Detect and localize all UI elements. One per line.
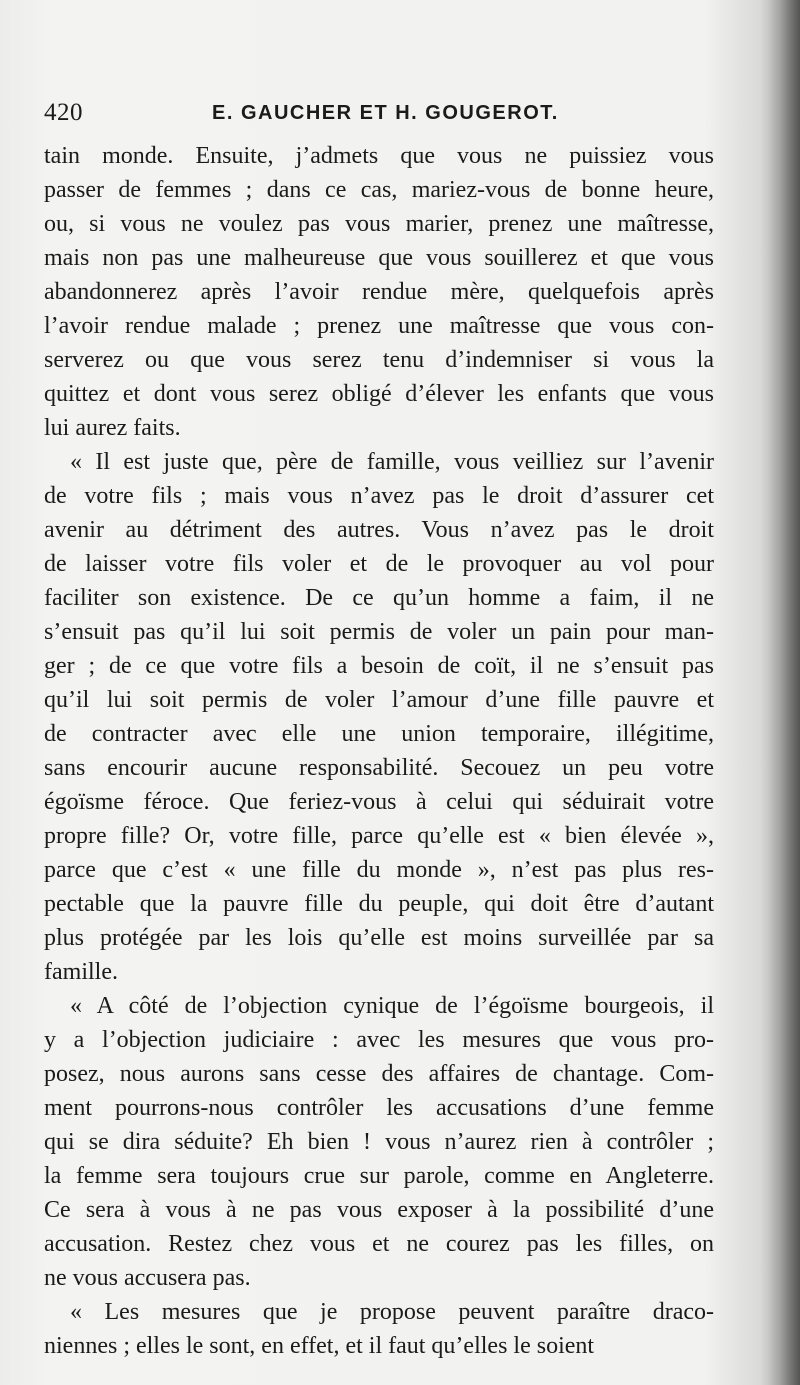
text-line: ou, si vous ne voulez pas vous marier, prenez une maîtresse, [44, 211, 714, 237]
text-line: pectable que la pauvre fille du peuple, qui doit être d’autant [44, 891, 714, 917]
text-line: ne vous accusera pas. [44, 1265, 251, 1291]
text-line: serverez ou que vous serez tenu d’indemniser si vous la [44, 347, 714, 373]
text-line: « Les mesures que je propose peuvent paraître draco- [70, 1299, 714, 1325]
text-line: de laisser votre fils voler et de le provoquer au vol pour [44, 551, 714, 577]
text-line: quittez et dont vous serez obligé d’élever les enfants que vous [44, 381, 714, 407]
text-line: passer de femmes ; dans ce cas, mariez-vous de bonne heure, [44, 177, 714, 203]
text-line: famille. [44, 959, 118, 985]
page-number: 420 [44, 99, 83, 126]
text-line: « A côté de l’objection cynique de l’égoïsme bourgeois, il [70, 993, 714, 1019]
text-line: s’ensuit pas qu’il lui soit permis de voler un pain pour man- [44, 619, 714, 645]
text-line: accusation. Restez chez vous et ne courez pas les filles, on [44, 1231, 714, 1257]
text-line: l’avoir rendue malade ; prenez une maîtresse que vous con- [44, 313, 714, 339]
text-line: qu’il lui soit permis de voler l’amour d’une fille pauvre et [44, 687, 714, 713]
paragraph [44, 1295, 714, 1363]
text-line: qui se dira séduite? Eh bien ! vous n’aurez rien à contrôler ; [44, 1129, 714, 1155]
paragraph [44, 989, 714, 1295]
text-line: la femme sera toujours crue sur parole, comme en Angleterre. [44, 1163, 714, 1189]
text-line: y a l’objection judiciaire : avec les mesures que vous pro- [44, 1027, 714, 1053]
text-line: posez, nous aurons sans cesse des affaires de chantage. Com- [44, 1061, 714, 1087]
text-line: propre fille? Or, votre fille, parce qu’elle est « bien élevée », [44, 823, 714, 849]
running-head: E. GAUCHER ET H. GOUGEROT. [212, 102, 559, 124]
binding-shadow [760, 0, 800, 1385]
text-line: parce que c’est « une fille du monde », n’est pas plus res- [44, 857, 714, 883]
body-text [44, 139, 714, 1363]
text-line: Ce sera à vous à ne pas vous exposer à la possibilité d’une [44, 1197, 714, 1223]
text-line: plus protégée par les lois qu’elle est moins surveillée par sa [44, 925, 714, 951]
text-line: faciliter son existence. De ce qu’un homme a faim, il ne [44, 585, 714, 611]
text-line: égoïsme féroce. Que feriez-vous à celui qui séduirait votre [44, 789, 714, 815]
text-line: ment pourrons-nous contrôler les accusations d’une femme [44, 1095, 714, 1121]
text-line: mais non pas une malheureuse que vous souillerez et que vous [44, 245, 714, 271]
paragraph [44, 139, 714, 445]
text-line: abandonnerez après l’avoir rendue mère, quelquefois après [44, 279, 714, 305]
text-line: avenir au détriment des autres. Vous n’avez pas le droit [44, 517, 714, 543]
page-header [44, 96, 714, 130]
text-line: ger ; de ce que votre fils a besoin de coït, il ne s’ensuit pas [44, 653, 714, 679]
text-line: « Il est juste que, père de famille, vous veilliez sur l’avenir [70, 449, 714, 475]
paragraph [44, 445, 714, 989]
text-line: lui aurez faits. [44, 415, 181, 441]
text-line: niennes ; elles le sont, en effet, et il faut qu’elles le soient [44, 1333, 595, 1359]
text-line: tain monde. Ensuite, j’admets que vous ne puissiez vous [44, 143, 714, 169]
text-line: sans encourir aucune responsabilité. Secouez un peu votre [44, 755, 714, 781]
text-line: de contracter avec elle une union temporaire, illégitime, [44, 721, 714, 747]
text-line: de votre fils ; mais vous n’avez pas le droit d’assurer cet [44, 483, 714, 509]
